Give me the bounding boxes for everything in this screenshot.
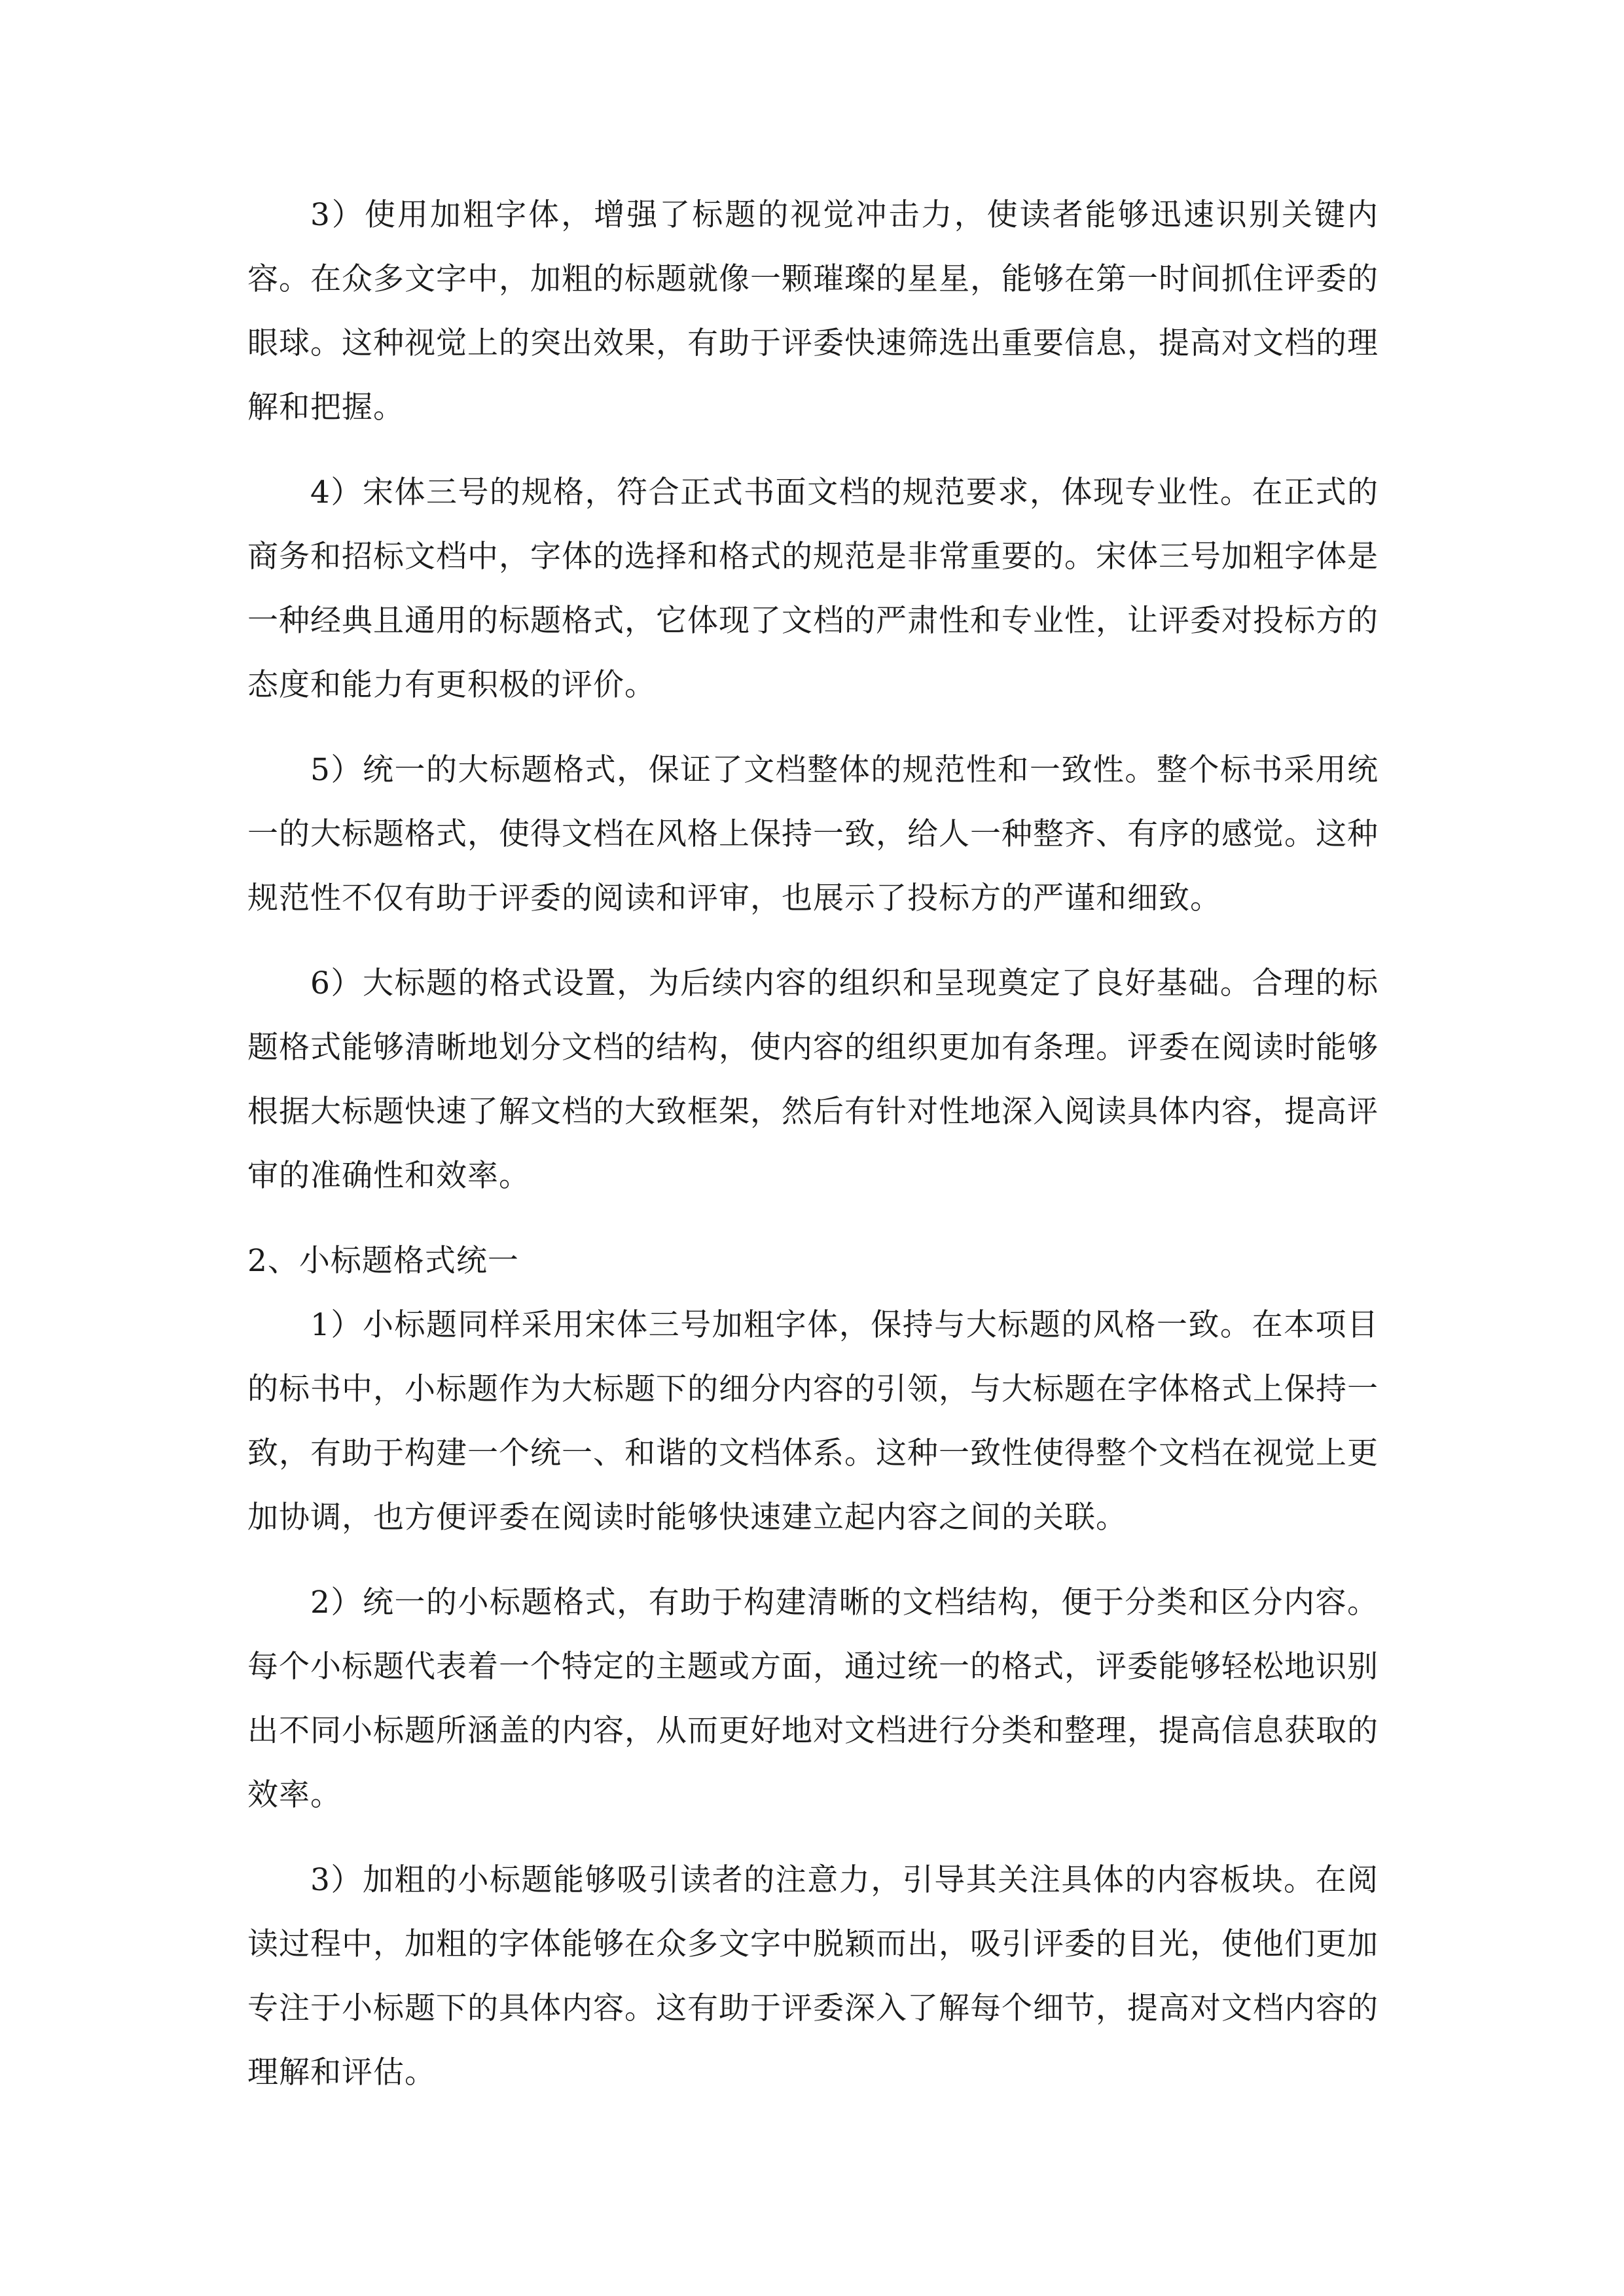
paragraph-item-3: 3）使用加粗字体，增强了标题的视觉冲击力，使读者能够迅速识别关键内容。在众多文字中，加粗的标题就像一颗璀璨的星星，能够在第一时间抓住评委的眼球。这种视觉上的突出效果，有助于评委快速筛选出重要信息，提高对文档的理解和把握。 xyxy=(247,197,1379,425)
paragraph-item-5: 5）统一的大标题格式，保证了文档整体的规范性和一致性。整个标书采用统一的大标题格式，使得文档在风格上保持一致，给人一种整齐、有序的感觉。这种规范性不仅有助于评委的阅读和评审，也展示了投标方的严谨和细致。 xyxy=(247,752,1379,916)
subsection-paragraph-1: 1）小标题同样采用宋体三号加粗字体，保持与大标题的风格一致。在本项目的标书中，小标题作为大标题下的细分内容的引领，与大标题在字体格式上保持一致，有助于构建一个统一、和谐的文档体系。这种一致性使得整个文档在视觉上更加协调，也方便评委在阅读时能够快速建立起内容之间的关联。 xyxy=(247,1307,1379,1535)
paragraph-item-4: 4）宋体三号的规格，符合正式书面文档的规范要求，体现专业性。在正式的商务和招标文档中，字体的选择和格式的规范是非常重要的。宋体三号加粗字体是一种经典且通用的标题格式，它体现了文档的严肃性和专业性，让评委对投标方的态度和能力有更积极的评价。 xyxy=(247,475,1379,703)
document-body xyxy=(247,183,1379,2126)
section-heading: 2、小标题格式统一 xyxy=(247,1243,519,1279)
paragraph-item-6: 6）大标题的格式设置，为后续内容的组织和呈现奠定了良好基础。合理的标题格式能够清晰地划分文档的结构，使内容的组织更加有条理。评委在阅读时能够根据大标题快速了解文档的大致框架，然后有针对性地深入阅读具体内容，提高评审的准确性和效率。 xyxy=(247,965,1379,1194)
subsection-paragraph-3: 3）加粗的小标题能够吸引读者的注意力，引导其关注具体的内容板块。在阅读过程中，加粗的字体能够在众多文字中脱颖而出，吸引评委的目光，使他们更加专注于小标题下的具体内容。这有助于评委深入了解每个细节，提高对文档内容的理解和评估。 xyxy=(247,1862,1379,2090)
subsection-paragraph-2: 2）统一的小标题格式，有助于构建清晰的文档结构，便于分类和区分内容。每个小标题代表着一个特定的主题或方面，通过统一的格式，评委能够轻松地识别出不同小标题所涵盖的内容，从而更好地对文档进行分类和整理，提高信息获取的效率。 xyxy=(247,1585,1379,1813)
